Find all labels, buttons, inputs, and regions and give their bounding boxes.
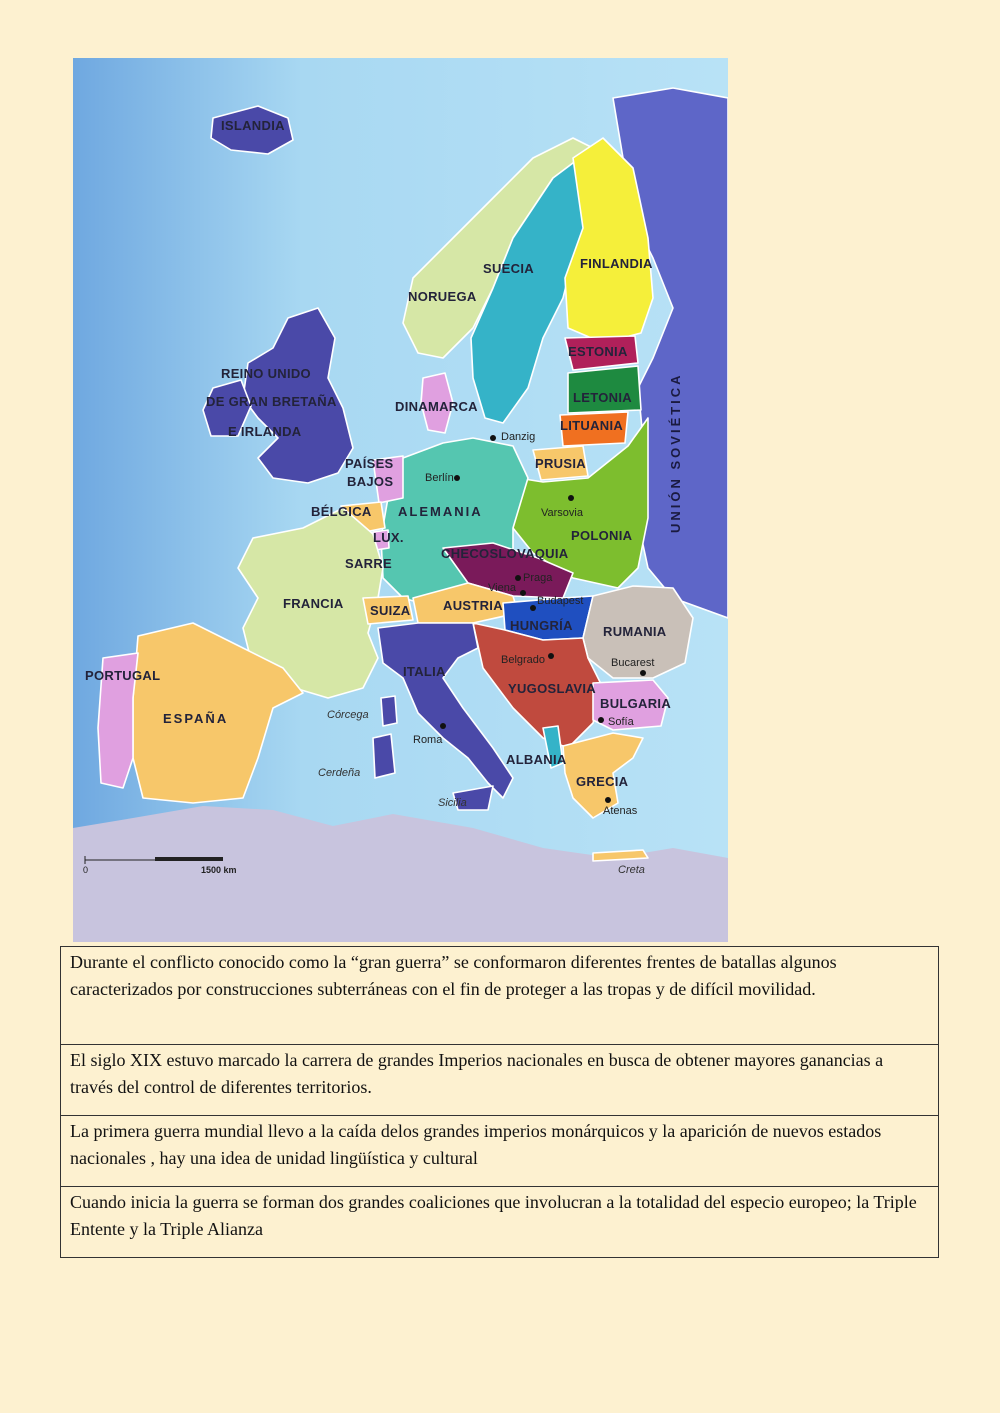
sardinia: [373, 734, 395, 778]
city-varsovia: Varsovia: [541, 507, 583, 519]
label-portugal: PORTUGAL: [85, 668, 161, 683]
city-dot-varsovia: [568, 495, 574, 501]
island-creta: Creta: [618, 864, 645, 876]
label-suiza: SUIZA: [370, 603, 411, 618]
label-reino-unido-3: E IRLANDA: [228, 424, 302, 439]
label-lituania: LITUANIA: [560, 418, 624, 433]
label-paises-bajos-1: PAÍSES: [345, 456, 394, 471]
corsica: [381, 696, 397, 726]
island-corcega: Córcega: [327, 709, 369, 721]
statement-4: Cuando inicia la guerra se forman dos grandes coaliciones que involucran a la totalidad del especio europeo; la Triple Entente y la Triple Alianza: [61, 1187, 938, 1258]
europe-map-svg: [73, 58, 728, 942]
europe-map: [73, 58, 728, 942]
city-dot-belgrado: [548, 653, 554, 659]
label-hungria: HUNGRÍA: [510, 618, 573, 633]
label-polonia: POLONIA: [571, 528, 633, 543]
city-dot-bucarest: [640, 670, 646, 676]
city-dot-berlin: [454, 475, 460, 481]
label-reino-unido-1: REINO UNIDO: [221, 366, 311, 381]
scale-label: 1500 km: [201, 865, 237, 875]
label-lux: LUX.: [373, 530, 404, 545]
statement-1: Durante el conflicto conocido como la “gran guerra” se conformaron diferentes frentes de batallas algunos caracterizados por construcciones subterráneas con el fin de proteger a las tropas y de difícil movilidad.: [61, 947, 938, 1045]
city-berlin: Berlín: [425, 472, 454, 484]
label-suecia: SUECIA: [483, 261, 534, 276]
city-praga: Praga: [523, 572, 553, 584]
label-grecia: GRECIA: [576, 774, 629, 789]
label-alemania: ALEMANIA: [398, 504, 483, 519]
label-union-sovietica: UNIÓN SOVIÉTICA: [668, 372, 683, 533]
label-albania: ALBANIA: [506, 752, 567, 767]
city-belgrado: Belgrado: [501, 654, 546, 666]
label-prusia: PRUSIA: [535, 456, 586, 471]
city-dot-sofia: [598, 717, 604, 723]
statements-table: [60, 946, 939, 1258]
label-italia: ITALIA: [403, 664, 446, 679]
city-dot-praga: [515, 575, 521, 581]
city-dot-budapest: [530, 605, 536, 611]
label-sarre: SARRE: [345, 556, 393, 571]
label-rumania: RUMANIA: [603, 624, 667, 639]
label-francia: FRANCIA: [283, 596, 344, 611]
label-austria: AUSTRIA: [443, 598, 503, 613]
label-dinamarca: DINAMARCA: [395, 399, 478, 414]
city-dot-viena: [520, 590, 526, 596]
city-viena: Viena: [488, 582, 516, 594]
city-danzig: Danzig: [501, 431, 536, 443]
statement-3: La primera guerra mundial llevo a la caída delos grandes imperios monárquicos y la aparición de nuevos estados nacionales , hay una idea de unidad lingüística y cultural: [61, 1116, 938, 1187]
scale-zero: 0: [83, 865, 89, 875]
label-yugoslavia: YUGOSLAVIA: [508, 681, 596, 696]
label-letonia: LETONIA: [573, 390, 632, 405]
label-paises-bajos-2: BAJOS: [347, 474, 394, 489]
city-sofia: Sofía: [608, 716, 634, 728]
label-belgica: BÉLGICA: [311, 504, 372, 519]
label-islandia: ISLANDIA: [221, 118, 285, 133]
city-bucarest: Bucarest: [611, 657, 655, 669]
label-reino-unido-2: DE GRAN BRETAÑA: [206, 394, 337, 409]
city-dot-danzig: [490, 435, 496, 441]
city-dot-roma: [440, 723, 446, 729]
statement-2: El siglo XIX estuvo marcado la carrera de grandes Imperios nacionales en busca de obtener mayores ganancias a través del control de diferentes territorios.: [61, 1045, 938, 1116]
label-finlandia: FINLANDIA: [580, 256, 653, 271]
city-roma: Roma: [413, 734, 443, 746]
label-estonia: ESTONIA: [568, 344, 628, 359]
label-bulgaria: BULGARIA: [600, 696, 672, 711]
city-budapest: Budapest: [537, 595, 584, 607]
island-cerdena: Cerdeña: [318, 767, 361, 779]
label-checoslovaquia: CHECOSLOVAQUIA: [441, 546, 569, 561]
island-sicilia: Sicilia: [438, 797, 467, 809]
city-dot-atenas: [605, 797, 611, 803]
label-noruega: NORUEGA: [408, 289, 477, 304]
label-espana: ESPAÑA: [163, 711, 229, 726]
city-atenas: Atenas: [603, 805, 638, 817]
